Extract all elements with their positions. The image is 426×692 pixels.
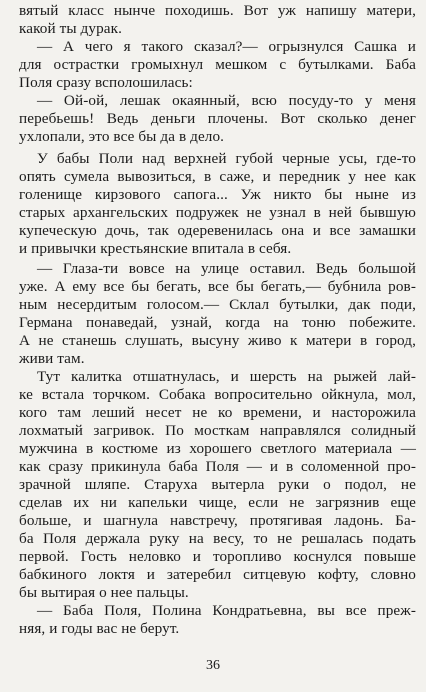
text-line: опять сумела вывозиться, в саже, и передник у нее как (19, 168, 416, 185)
text-line: — Глаза-ти вовсе на улице оставил. Ведь большой (37, 260, 416, 277)
text-line: как сразу прикинула баба Поля — и в соломенной про- (19, 458, 416, 475)
text-line: первой. Гость неловко и торопливо коснулся повыше (19, 548, 416, 565)
text-line: бабкиного локтя и затеребил ситцевую кофту, словно (19, 566, 416, 583)
text-line: перебьешь! Ведь деньги плочены. Вот сколько денег (19, 110, 416, 127)
text-line: купеческую дочь, так одеревенилась она и все замашки (19, 222, 416, 239)
text-line: голенище кирзового сапога... Уж никто бы ныне из (19, 186, 416, 203)
text-line: вятый класс нынче походишь. Вот уж напишу матери, (19, 2, 416, 19)
text-line: сделав их ни капельки чище, если не загрязнив еще (19, 494, 416, 511)
text-line: для острастки громыхнул мешком с бутылками. Баба (19, 56, 416, 73)
text-line: старых архангельских подружек не узнал в ней бывшую (19, 204, 416, 221)
text-line: больше, и шагнула навстречу, протягивая ладонь. Ба- (19, 512, 416, 529)
text-line: У бабы Поли над верхней губой черные усы, где-то (37, 150, 416, 167)
text-line: няя, и годы вас не берут. (19, 620, 180, 637)
text-line: зрачной шляпе. Старуха вытерла руки о подол, не (19, 476, 416, 493)
text-line: мужчина в костюме из хорошего светлого материала — (19, 440, 416, 457)
page-number: 36 (206, 658, 220, 673)
text-line: ухлопали, это все бы да в дело. (19, 128, 225, 145)
text-line: кого там леший несет не ко времени, и насторожила (19, 404, 416, 421)
text-line: уже. А ему все бы бегать, все бы бегать,— бубнила ров- (19, 278, 416, 295)
text-line: какой ты дурак. (19, 20, 122, 37)
text-line: — Баба Поля, Полина Кондратьевна, вы все преж- (37, 602, 416, 619)
text-line: — А чего я такого сказал?— огрызнулся Сашка и (37, 38, 416, 55)
text-line: Тут калитка отшатнулась, и шерсть на рыжей лай- (37, 368, 416, 385)
text-line: бы вытирая о нее пальцы. (19, 584, 189, 601)
text-line: А не станешь слушать, высуну живо к матери в город, (19, 332, 416, 349)
text-line: ным несердитым голосом.— Склал бутылки, дак поди, (19, 296, 416, 313)
text-line: — Ой-ой, лешак окаянный, всю посуду-то у меня (37, 92, 416, 109)
text-line: живи там. (19, 350, 85, 367)
text-line: и привычки крестьянские впитала в себя. (19, 240, 292, 257)
text-line: Поля сразу всполошилась: (19, 74, 193, 91)
text-line: Германа понаведай, узнай, когда на тоню побежите. (19, 314, 416, 331)
text-line: лохматый загривок. По мосткам направлялся солидный (19, 422, 416, 439)
text-line: ба Поля держала руку на весу, то не решалась подать (19, 530, 416, 547)
text-line: ке встала торчком. Собака вопросительно ойкнула, мол, (19, 386, 416, 403)
